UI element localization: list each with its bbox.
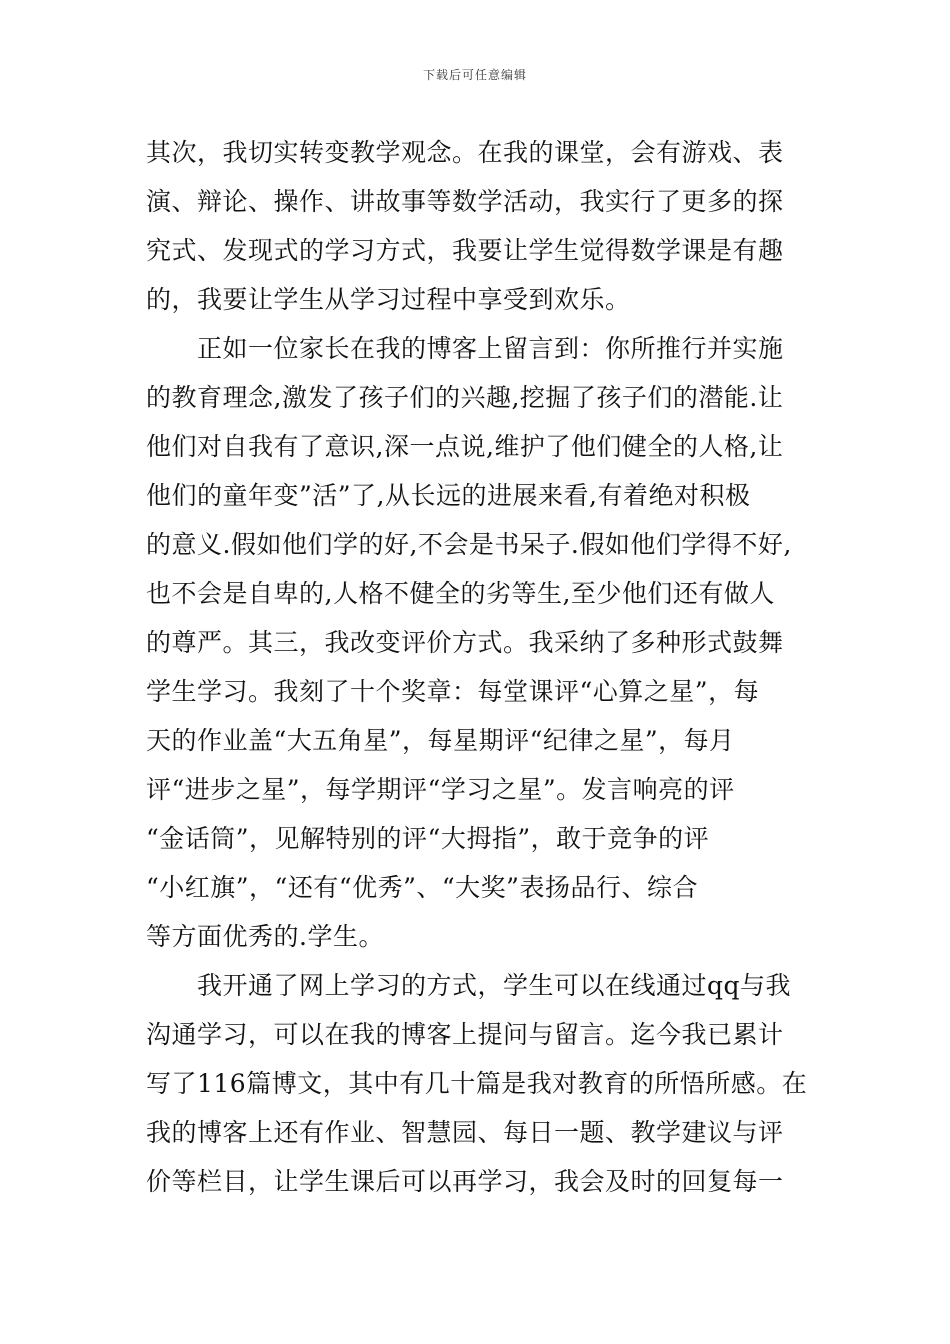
text-line: 他们的童年变”活”了,从长远的进展来看,有着绝对积极: [146, 481, 751, 510]
text-line: 等方面优秀的.学生。: [146, 922, 384, 951]
document-body: [146, 128, 811, 1206]
text-line: 他们对自我有了意识,深一点说,维护了他们健全的人格,让: [146, 432, 784, 461]
text-line: 价等栏目，让学生课后可以再学习，我会及时的回复每一: [146, 1167, 784, 1196]
text-line: 沟通学习，可以在我的博客上提问与留言。迄今我已累计: [146, 1020, 784, 1049]
text-line: 天的作业盖“大五角星”，每星期评“纪律之星”，每月: [146, 726, 735, 755]
text-line: 演、辩论、操作、讲故事等数学活动，我实行了更多的探: [146, 187, 784, 216]
text-line: 我的博客上还有作业、智慧园、每日一题、教学建议与评: [146, 1118, 784, 1147]
text-line: 也不会是自卑的,人格不健全的劣等生,至少他们还有做人: [146, 579, 775, 608]
text-line: 评“进步之星”，每学期评“学习之星”。发言响亮的评: [146, 775, 735, 804]
text-line: 我开通了网上学习的方式，学生可以在线通过qq与我: [146, 971, 792, 1000]
text-line: 的，我要让学生从学习过程中享受到欢乐。: [146, 285, 631, 314]
text-line: 正如一位家长在我的博客上留言到：你所推行并实施: [146, 334, 784, 363]
text-line: 的尊严。其三，我改变评价方式。我采纳了多种形式鼓舞: [146, 628, 784, 657]
text-line: 写了116篇博文，其中有几十篇是我对教育的所悟所感。在: [146, 1069, 808, 1098]
text-line: 学生学习。我刻了十个奖章：每堂课评“心算之星”，每: [146, 677, 760, 706]
text-line: 其次，我切实转变教学观念。在我的课堂，会有游戏、表: [146, 138, 784, 167]
text-line: 的意义.假如他们学的好,不会是书呆子.假如他们学得不好,: [146, 530, 792, 559]
text-line: 的教育理念,激发了孩子们的兴趣,挖掘了孩子们的潜能.让: [146, 383, 784, 412]
text-line: “小红旗”，“还有“优秀”、“大奖”表扬品行、综合: [146, 873, 698, 902]
text-line: 究式、发现式的学习方式，我要让学生觉得数学课是有趣: [146, 236, 784, 265]
header-note: 下载后可任意编辑: [422, 68, 527, 82]
text-line: “金话筒”，见解特别的评“大拇指”，敢于竞争的评: [146, 824, 710, 853]
